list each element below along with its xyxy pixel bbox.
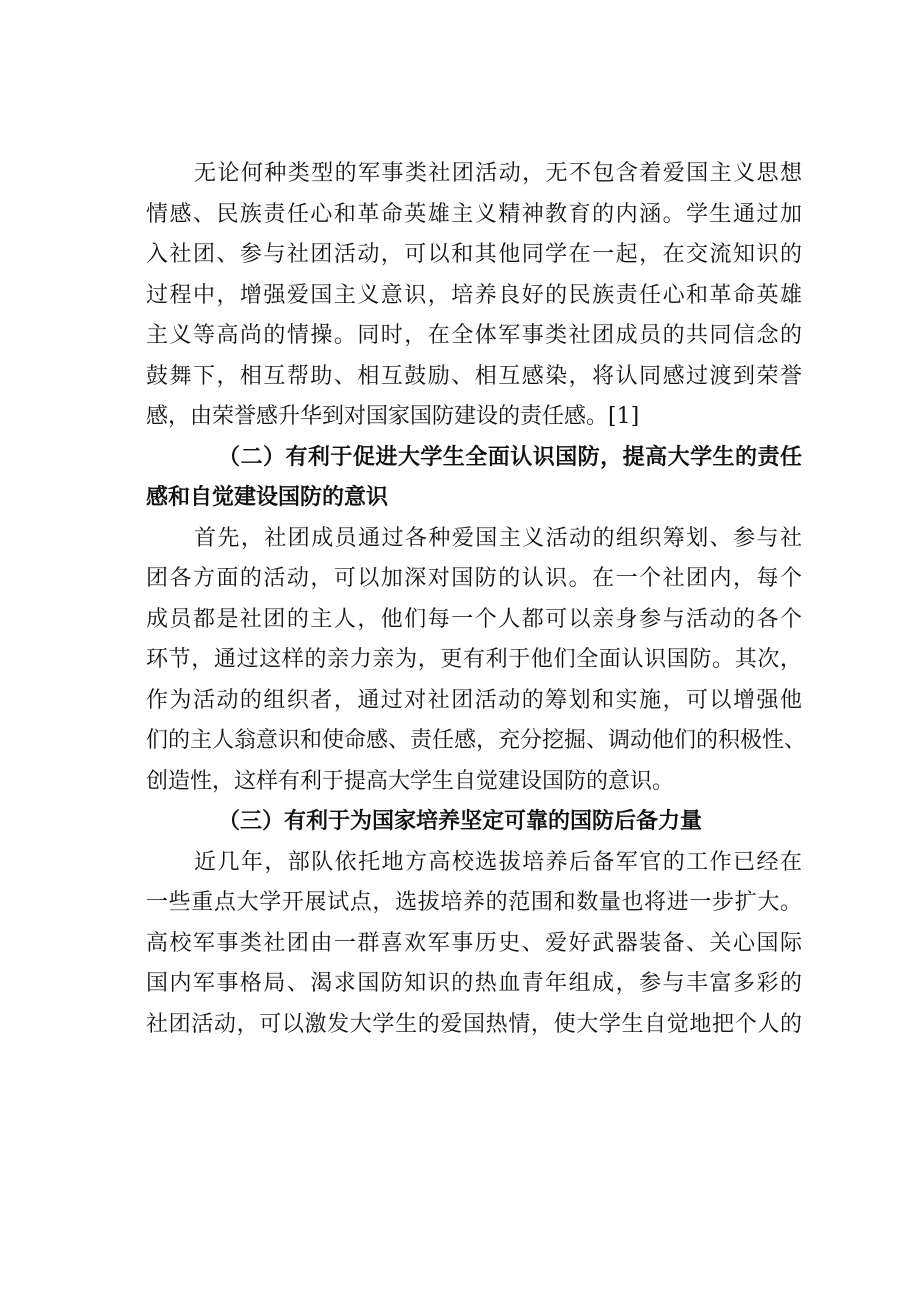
text-line: 过程中，增强爱国主义意识，培养良好的民族责任心和革命英雄 [146,282,802,308]
text-line: 环节，通过这样的亲力亲为，更有利于他们全面认识国防。其次， [146,647,802,672]
text-line: 高校军事类社团由一群喜欢军事历史、爱好武器装备、关心国际 [146,930,802,956]
paragraph-patriotism [146,154,802,438]
section-heading-2 [146,438,802,519]
text-line: 社团活动，可以激发大学生的爱国热情，使大学生自觉地把个人的 [146,1011,802,1037]
text-line: 入社团、参与社团活动，可以和其他同学在一起，在交流知识的 [146,242,802,267]
text-line: 一些重点大学开展试点，选拔培养的范围和数量也将进一步扩大。 [146,890,802,915]
text-line: 情感、民族责任心和革命英雄主义精神教育的内涵。学生通过加 [146,201,802,227]
heading-line: （二）有利于促进大学生全面认识国防，提高大学生的责任 [218,444,802,470]
paragraph-reserve-force [146,843,802,1046]
text-line: 主义等高尚的情操。同时，在全体军事类社团成员的共同信念的 [146,323,802,348]
heading-line: 感和自觉建设国防的意识 [146,485,389,510]
paragraph-national-defense [146,519,807,803]
text-line: 近几年，部队依托地方高校选拔培养后备军官的工作已经在 [194,849,802,875]
text-line: 国内军事格局、渴求国防知识的热血青年组成，参与丰富多彩的 [146,971,802,996]
text-line: 成员都是社团的主人，他们每一个人都可以亲身参与活动的各个 [146,606,802,632]
text-line: 无论何种类型的军事类社团活动，无不包含着爱国主义思想 [194,161,802,186]
text-line: 鼓舞下，相互帮助、相互鼓励、相互感染，将认同感过渡到荣誉 [146,363,802,389]
text-line: 作为活动的组织者，通过对社团活动的筹划和实施，可以增强他 [146,687,802,713]
text-line: 感，由荣誉感升华到对国家国防建设的责任感。[1] [146,404,640,429]
text-line: 创造性，这样有利于提高大学生自觉建设国防的意识。 [146,768,675,794]
heading-line: （三）有利于为国家培养坚定可靠的国防后备力量 [218,809,703,834]
section-heading-3 [146,802,802,843]
text-line: 团各方面的活动，可以加深对国防的认识。在一个社团内，每个 [146,566,802,591]
text-line: 首先，社团成员通过各种爱国主义活动的组织筹划、参与社 [194,525,802,551]
text-line: 们的主人翁意识和使命感、责任感，充分挖掘、调动他们的积极性、 [146,728,807,753]
document-page [146,154,807,1045]
